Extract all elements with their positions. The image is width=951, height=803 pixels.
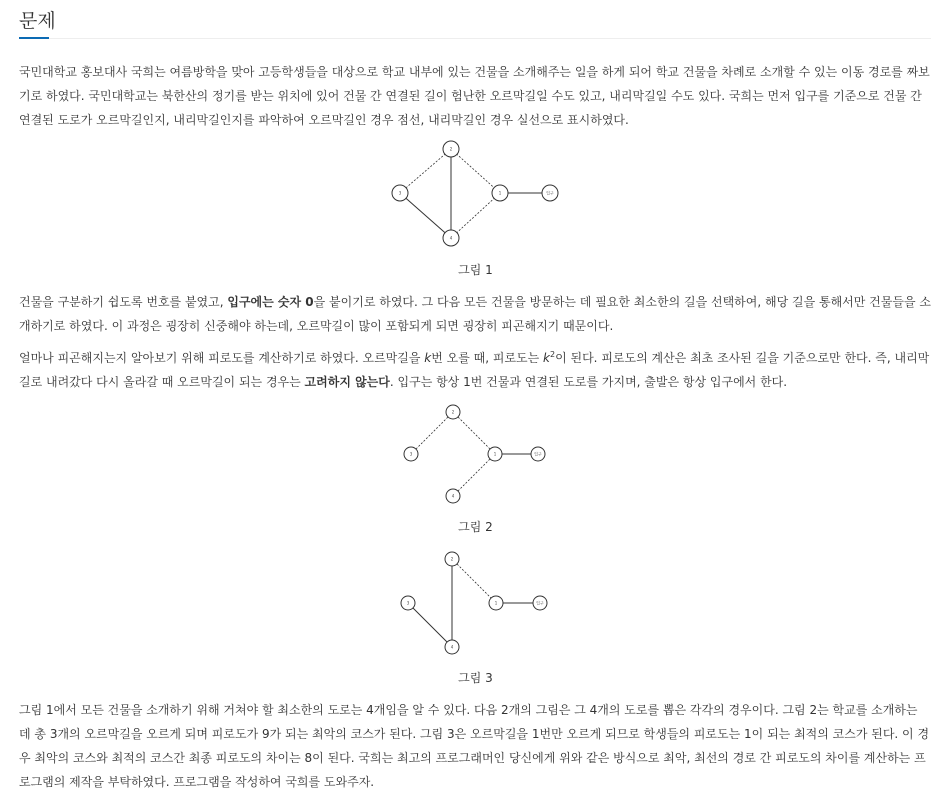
edge-2-1 (450, 556, 496, 603)
svg-text:4: 4 (449, 235, 453, 241)
svg-text:입구: 입구 (534, 451, 542, 457)
svg-text:입구: 입구 (546, 190, 554, 196)
node-4 (445, 640, 459, 654)
node-3 (392, 185, 408, 201)
intro-paragraph: 국민대학교 홍보대사 국희는 여름방학을 맞아 고등학생들을 대상으로 학교 내부에 있는 건물을 소개해주는 일을 하게 되어 학교 건물을 차례로 소개할 수 있는 이동 경로를 짜보기로 하였다. 국민대학교는 북한산의 정기를 받는 위치에 있어 건물 간 연결된 길이 험난한 오르막길일 수도 있고, 내리막길일 수도 있다. 국희는 먼저 입구를 기준으로 건물 간 연결된 도로가 오르막길인지, 내리막길인지를 파악하여 오르막길인 경우 점선, 내리막길인 경우 실선으로 표시하였다. (19, 65, 930, 127)
figure-3 (0, 550, 951, 658)
section-heading (19, 6, 931, 39)
svg-text:3: 3 (398, 190, 402, 196)
figure-2 (0, 400, 951, 506)
figure-3-graph (0, 550, 951, 658)
node-4 (446, 489, 460, 503)
svg-text:1: 1 (493, 451, 497, 457)
section-title: 문제 (19, 10, 56, 32)
paragraph-3: 얼마나 피곤해지는지 알아보기 위해 피로도를 계산하기로 하였다. 오르막길을 k번 오를 때, 피로도는 $k^2$이 된다. 피로도의 계산은 최초 조사된 길을 기준으로만 한다. 즉, 내리막길로 내려갔다 다시 올라갈 때 오르막길이 되는 경우는 고려하지 않는다. 입구는 항상 1번 건물과 연결된 도로를 가지며, 출발은 항상 입구에서 한다. (19, 350, 930, 389)
paragraph-4: 그림 1에서 모든 건물을 소개하기 위해 거쳐야 할 최소한의 도로는 4개임을 알 수 있다. 다음 2개의 그림은 그 4개의 도로를 뽑은 각각의 경우이다. 그림 2는 학교를 소개하는 데 총 3개의 오르막길을 오르게 되며 피로도가 9가 되는 최악의 코스가 된다. 그림 3은 오르막길을 1번만 오르게 되므로 학생들의 피로도는 1이 되는 최적의 코스가 된다. 이 경우 최악의 코스와 최적의 코스간 최종 피로도의 차이는 8이 된다. 국희는 최고의 프로그래머인 당신에게 위와 같은 방식으로 최악, 최선의 경로 간 피로도의 차이를 계산하는 프로그램의 제작을 부탁하였다. 프로그램을 작성하여 국희를 도와주자. (19, 703, 930, 789)
svg-text:3: 3 (406, 600, 410, 606)
edge-2-1 (451, 409, 495, 454)
node-1 (492, 185, 508, 201)
svg-text:4: 4 (451, 493, 455, 499)
svg-text:4: 4 (450, 644, 454, 650)
figure-2-graph (0, 400, 951, 506)
node-entrance (531, 447, 545, 461)
svg-text:3: 3 (409, 451, 413, 457)
node-3 (404, 447, 418, 461)
node-3 (401, 596, 415, 610)
node-entrance (542, 185, 558, 201)
node-2 (446, 405, 460, 419)
svg-text:입구: 입구 (536, 600, 544, 606)
svg-text:1: 1 (494, 600, 498, 606)
edge-1-4 (453, 451, 497, 496)
edge-2-3 (400, 146, 453, 193)
svg-text:2: 2 (451, 409, 455, 415)
edge-2-3 (411, 409, 455, 454)
figure-1-caption: 그림 1 (458, 263, 493, 277)
edge-2-1 (449, 146, 500, 193)
paragraph-2: 건물을 구분하기 쉽도록 번호를 붙였고, 입구에는 숫자 0을 붙이기로 하였다. 그 다음 모든 건물을 방문하는 데 필요한 최소한의 길을 선택하여, 해당 길을 통해서만 건물들을 소개하기로 하였다. 이 과정은 굉장히 신중해야 하는데, 오르막길이 많이 포함되게 되면 굉장히 피곤해지기 때문이다. (19, 295, 931, 333)
svg-text:2: 2 (449, 146, 453, 152)
edge-3-4 (398, 190, 451, 238)
edge-4-1 (451, 190, 502, 238)
edge-3-4 (406, 600, 452, 647)
node-1 (488, 447, 502, 461)
figure-3-caption: 그림 3 (458, 671, 493, 685)
title-underline (19, 37, 49, 39)
node-entrance (533, 596, 547, 610)
node-2 (443, 141, 459, 157)
svg-text:1: 1 (498, 190, 502, 196)
node-4 (443, 230, 459, 246)
node-1 (489, 596, 503, 610)
figure-1-graph (0, 138, 951, 250)
node-2 (445, 552, 459, 566)
figure-1 (0, 138, 951, 250)
figure-2-caption: 그림 2 (458, 520, 493, 534)
svg-text:2: 2 (450, 556, 454, 562)
